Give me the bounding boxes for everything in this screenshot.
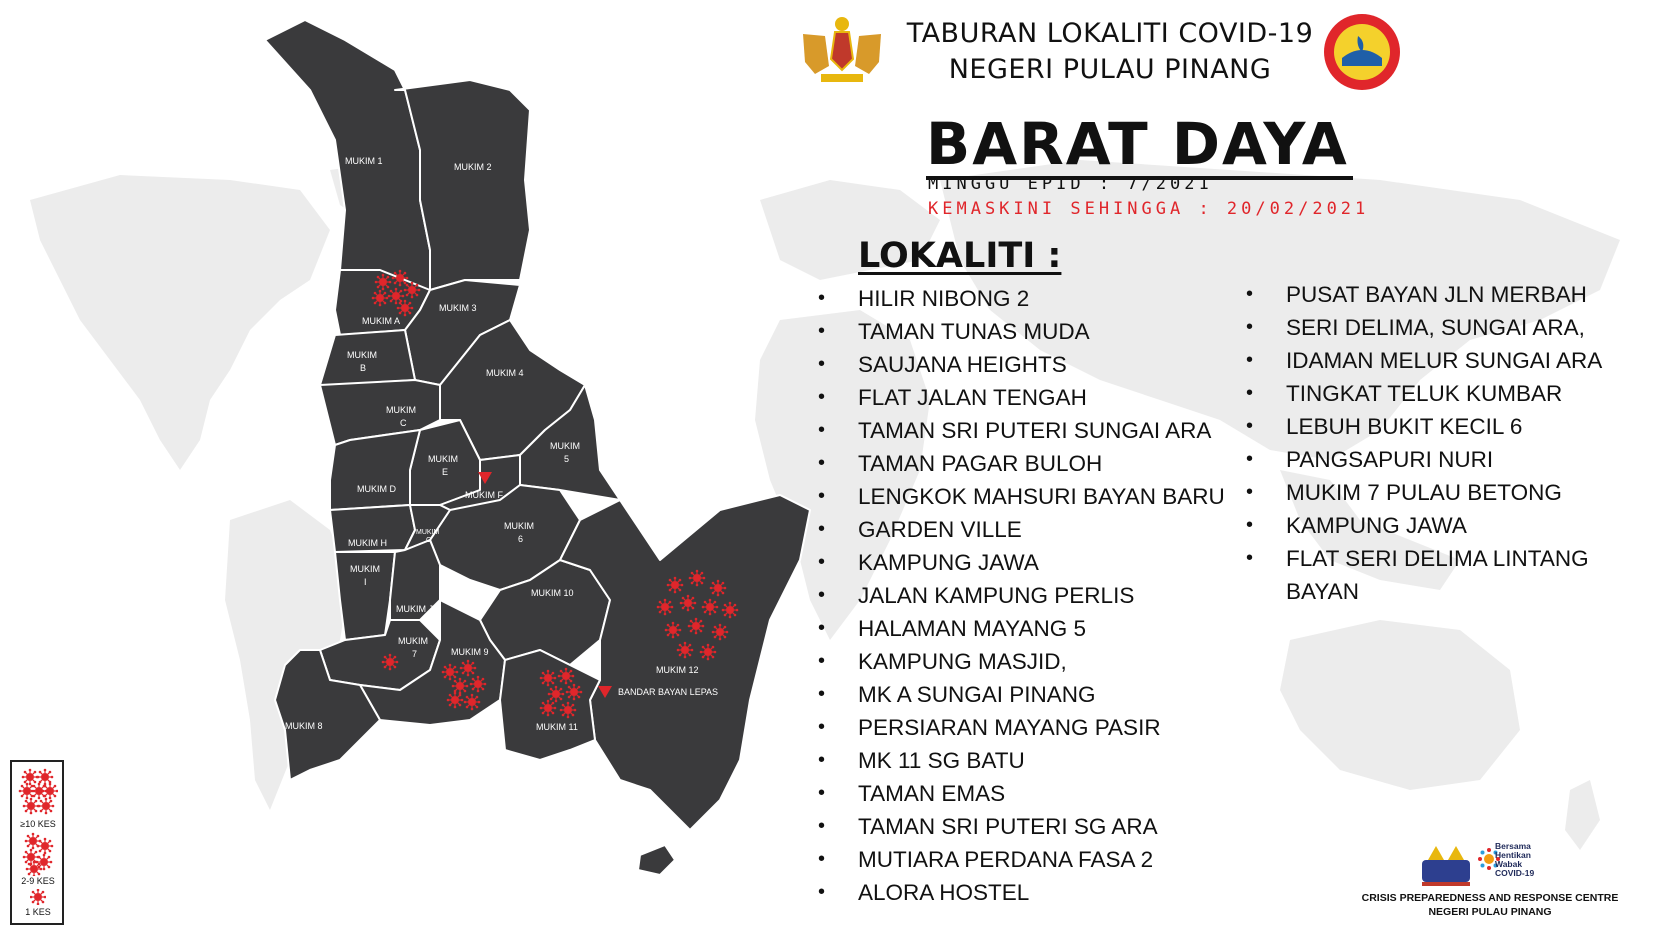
localities-list-left — [818, 282, 1225, 909]
label-mukim-e-2: E — [442, 467, 449, 477]
island-betong[interactable] — [638, 845, 675, 875]
list-item: • FLAT SERI DELIMA LINTANG BAYAN — [1246, 542, 1626, 608]
localities-heading: LOKALITI : — [858, 236, 1062, 276]
label-mukim-j: MUKIM J — [396, 604, 433, 614]
legend-label-small: 1 KES — [25, 907, 51, 917]
region-mukim-d[interactable] — [330, 430, 420, 510]
list-item: • LEBUH BUKIT KECIL 6 — [1246, 410, 1626, 443]
label-mukim-1: MUKIM 1 — [345, 156, 383, 166]
title-line-2: NEGERI PULAU PINANG — [948, 54, 1272, 85]
label-mukim-4: MUKIM 4 — [486, 368, 524, 378]
list-item: • GARDEN VILLE — [818, 513, 1225, 546]
label-mukim-5-1: MUKIM — [550, 441, 580, 451]
list-item: • MK 11 SG BATU — [818, 744, 1225, 777]
label-mukim-6-1: MUKIM — [504, 521, 534, 531]
label-mukim-7-1: MUKIM — [398, 636, 428, 646]
list-item: • JALAN KAMPUNG PERLIS — [818, 579, 1225, 612]
list-item: • FLAT JALAN TENGAH — [818, 381, 1225, 414]
label-mukim-c-2: C — [400, 418, 407, 428]
list-item: • MK A SUNGAI PINANG — [818, 678, 1225, 711]
list-item: • KAMPUNG MASJID, — [818, 645, 1225, 678]
title-line-1: TABURAN LOKALITI COVID-19 — [906, 18, 1314, 49]
region-mukim-12[interactable] — [560, 495, 810, 830]
cprc-logo-icon — [1418, 842, 1474, 890]
legend-large-cluster-icon — [18, 768, 58, 818]
legend-single-case-icon — [30, 889, 46, 905]
label-mukim-b-2: B — [360, 363, 367, 373]
list-item: • IDAMAN MELUR SUNGAI ARA — [1246, 344, 1626, 377]
label-mukim-g-1: MUKIM — [416, 529, 440, 536]
cluster-mukim-7 — [382, 654, 399, 671]
label-mukim-d: MUKIM D — [357, 484, 396, 494]
list-item: • TAMAN SRI PUTERI SG ARA — [818, 810, 1225, 843]
label-mukim-12: MUKIM 12 — [656, 665, 699, 675]
campaign-text — [1495, 842, 1565, 878]
label-mukim-i-2: I — [364, 577, 367, 587]
label-mukim-7-2: 7 — [412, 649, 418, 659]
legend-label-medium: 2-9 KES — [21, 876, 55, 886]
list-item: • TAMAN TUNAS MUDA — [818, 315, 1225, 348]
campaign-line: Bersama — [1495, 841, 1531, 851]
label-mukim-6-2: 6 — [518, 534, 524, 544]
list-item: • MUTIARA PERDANA FASA 2 — [818, 843, 1225, 876]
list-item: • KAMPUNG JAWA — [1246, 509, 1626, 542]
map-legend — [10, 760, 64, 925]
list-item: • HILIR NIBONG 2 — [818, 282, 1225, 315]
label-mukim-g-2: G — [426, 537, 432, 544]
label-mukim-3: MUKIM 3 — [439, 303, 477, 313]
list-item: • TAMAN SRI PUTERI SUNGAI ARA — [818, 414, 1225, 447]
state-health-logo-icon — [1322, 12, 1402, 92]
campaign-line: Wabak — [1495, 859, 1523, 869]
list-item: • PANGSAPURI NURI — [1246, 443, 1626, 476]
label-mukim-2: MUKIM 2 — [454, 162, 492, 172]
label-mukim-c-1: MUKIM — [386, 405, 416, 415]
list-item: • TINGKAT TELUK KUMBAR — [1246, 377, 1626, 410]
campaign-line: Hentikan — [1495, 850, 1531, 860]
list-item: • TAMAN EMAS — [818, 777, 1225, 810]
list-item: • PUSAT BAYAN JLN MERBAH — [1246, 278, 1626, 311]
label-mukim-10: MUKIM 10 — [531, 588, 574, 598]
label-mukim-8: MUKIM 8 — [285, 721, 323, 731]
label-mukim-b-1: MUKIM — [347, 350, 377, 360]
list-item: • ALORA HOSTEL — [818, 876, 1225, 909]
list-item: • HALAMAN MAYANG 5 — [818, 612, 1225, 645]
label-mukim-i-1: MUKIM — [350, 564, 380, 574]
label-bandar-bayan-lepas: BANDAR BAYAN LEPAS — [618, 687, 719, 697]
malaysia-crest-icon — [795, 14, 890, 86]
list-item: • SAUJANA HEIGHTS — [818, 348, 1225, 381]
campaign-line: COVID-19 — [1495, 868, 1535, 878]
legend-medium-cluster-icon — [20, 832, 56, 876]
list-item: • SERI DELIMA, SUNGAI ARA, — [1246, 311, 1626, 344]
list-item: • MUKIM 7 PULAU BETONG — [1246, 476, 1626, 509]
list-item: • TAMAN PAGAR BULOH — [818, 447, 1225, 480]
list-item: • KAMPUNG JAWA — [818, 546, 1225, 579]
label-mukim-h: MUKIM H — [348, 538, 387, 548]
epid-week: MINGGU EPID : 7/2021 — [928, 174, 1213, 194]
district-name: BARAT DAYA — [926, 112, 1353, 180]
localities-list-right — [1246, 278, 1626, 608]
legend-label-large: ≥10 KES — [20, 819, 56, 829]
list-item: • PERSIARAN MAYANG PASIR — [818, 711, 1225, 744]
label-mukim-5-2: 5 — [564, 454, 570, 464]
label-mukim-11: MUKIM 11 — [536, 722, 578, 732]
footer — [1340, 840, 1640, 925]
label-mukim-f: MUKIM F — [465, 490, 503, 500]
label-mukim-e-1: MUKIM — [428, 454, 458, 464]
list-item: • LENGKOK MAHSURI BAYAN BARU — [818, 480, 1225, 513]
footer-org-name: CRISIS PREPAREDNESS AND RESPONSE CENTRE — [1361, 892, 1619, 904]
label-mukim-9: MUKIM 9 — [451, 647, 489, 657]
label-mukim-a: MUKIM A — [362, 316, 401, 326]
footer-state: NEGERI PULAU PINANG — [1428, 906, 1552, 918]
updated-date: KEMASKINI SEHINGGA : 20/02/2021 — [928, 199, 1370, 219]
